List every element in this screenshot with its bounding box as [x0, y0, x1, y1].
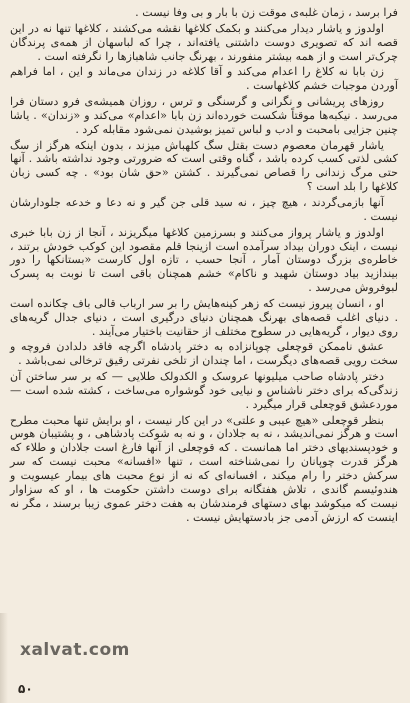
paragraph-8: او ، انسان پیروز نیست که زهر کینه‌هایش را بر سر ارباب قالی باف چکانده است . دنیای اغلب قصه‌های بهرنگ همچنان دنیای درگیری است ، دنیای جدال گریه‌های روی دیوار ، گریه‌هایی در سطوح مختلف از حقانیت باختیار می‌آیند .: [10, 296, 398, 338]
body-text: [10, 6, 398, 524]
paragraph-6: آنها بازمی‌گردند ، هیچ چیز ، نه سید قلی جن گیر و نه دعا و خدعه جلودارشان نیست .: [10, 195, 398, 223]
page-edge-shadow: [0, 613, 8, 703]
paragraph-2: اولدوز و یاشار دیدار می‌کنند و بکمک کلاغها نقشه می‌کشند ، کلاغها تنها نه در این قصه اند که تصویری دوست داشتنی یافته‌اند ، چرا که لباسهان از همه‌ی پرندگان چرک‌تر است و از همه بیشتر منفورند ، بهرنگ جانب شاهبازها را نگرفته است .: [10, 21, 398, 63]
paragraph-10: دختر پادشاه صاحب میلیونها عروسک و الکدولک طلایی — که بر سر ساختن آن زندگی‌که برای دختر ناشناس و نیایی خود گوشواره می‌ساخت ، کشته شده است — موردعشق قوچعلی قرار میگیرد .: [10, 370, 398, 411]
paragraph-11: بنظر قوچعلی «هیچ عیبی و علتی» در این کار نیست ، او برایش تنها محبت مطرح است و هرگز نمی‌اندیشد ، نه به جلادان ، و نه به شوکت پادشاهی ، و پشتیبان هوس و خودپسندیهای دختر اما همانست . که قوچعلی از آنها فارغ است جلادان و طلاء که هرگز قدرت چوپانان را نمی‌شناخته است ، تنها «افسانه» محبت نیست که سر سرکش دختر را رام میکند ، افسانه‌ای که نه از نوع محبت های بیمار عیسویت و هندوئیسم گاندی ، تلاش هفتگانه برای دوست داشتن حکومت ها ، او که سزاوار نیست که میکوشد بهای دستهای فرمندشان به هفت دختر عموی زیبا برسند ، مگر نه اینست که ارزش آدمی جز بادستهایش نیست .: [10, 413, 398, 524]
watermark-text: xalvat.com: [20, 640, 130, 660]
paragraph-3: زن بابا نه کلاغ را اعدام می‌کند و آقا کلاغه در زندان می‌ماند و این ، اما فراهم آوردن موجبات خشم کلاغهاست .: [10, 65, 398, 93]
paragraph-4: روزهای پریشانی و نگرانی و گرسنگی و ترس ، روزان همیشه‌ی فرو دستان فرا می‌رسد . نیکبه‌ها موقتاً شکست خورده‌اند زن بابا «اعدام» می‌کند و «زندان» . یاشا چنین جزایی بامحبت و ادب و لباس تمیز بوشیدن نمی‌شود مقابله کرد .: [10, 95, 398, 136]
page-number: ۵۰: [18, 682, 33, 696]
paragraph-7: اولدوز و یاشار پرواز می‌کنند و بسرزمین کلاغها میگریزند ، آنجا از زن بابا خبری نیست ، اینک دوران بیداد سرآمده است ازینجا قلم مقصود این کوکب خودش برتند ، خاطره‌ی بزرگ دوستان آمار ، آنجا حسب ، تازه اول کارست «بستانکها را دور بیندازید بیاد دوستان شهید و ناکام» خشم همچنان باقی است تا نوبت به پسرک لبوفروش می‌رسد .: [10, 225, 398, 295]
paragraph-5: یاشار قهرمان معصوم دست بقتل سگ کلهباش میزند ، بدون اینکه هرگز از سگ کشی لذتی کسب کرده باشد ، گناه وقتی است که ضرورتی وجود نداشته باشد . آنها حتی مرگ زندانی را قصاص نمی‌گیرند . کشتن «حق شان بود» . چه کسی زبان کلاغها را بلد است ؟: [10, 138, 398, 194]
paragraph-1: فرا برسد ، زمان غلبه‌ی موقت زن با بار و بی وفا نیست .: [135, 6, 398, 19]
paragraph-9: عشق ناممکن قوچعلی چوپانزاده به دختر پادشاه اگرچه فاقد دلدادن فروچه و سخت رویی قصه‌های دیگرست ، اما چندان از تلخی نفرتی رقیق ترخالی نمی‌باشد .: [10, 340, 398, 368]
